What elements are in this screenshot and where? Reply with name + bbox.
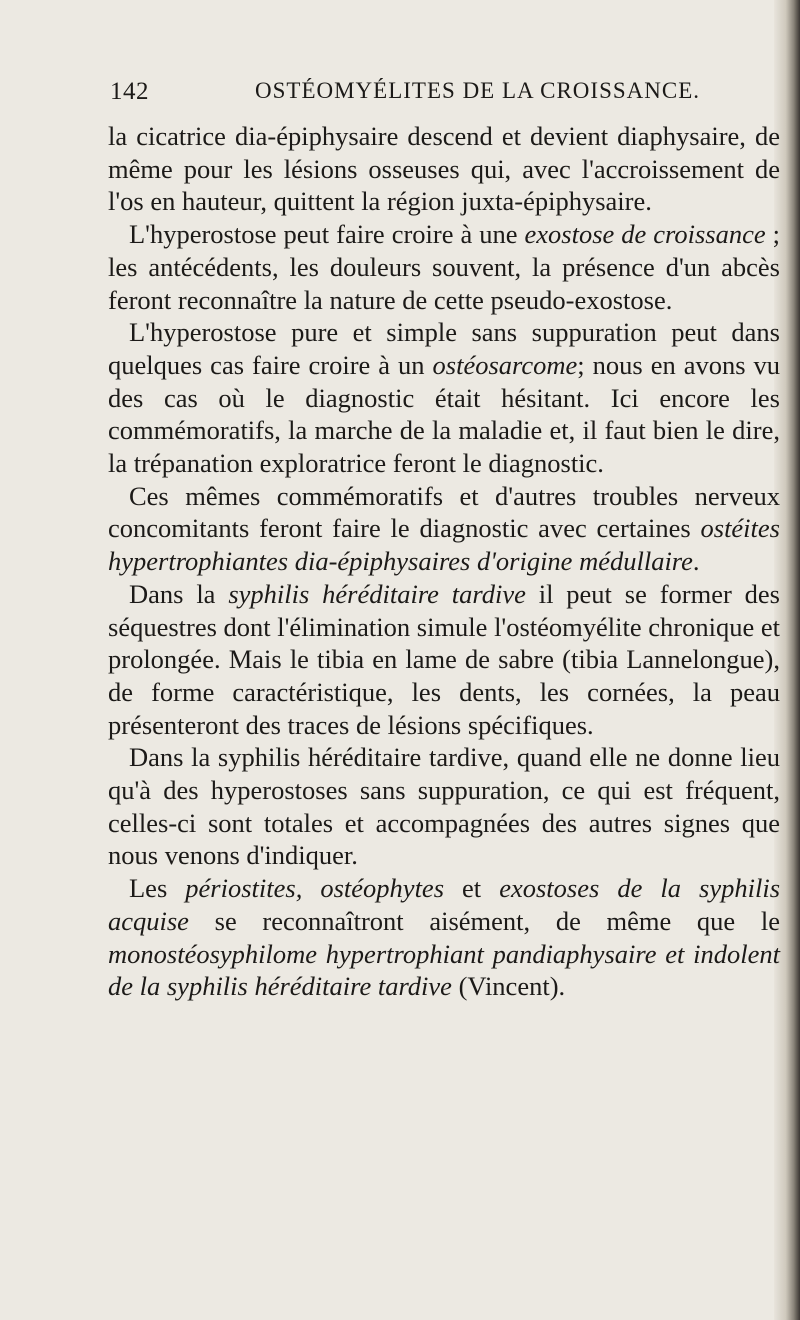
paragraph-7-text-c: se reconnaîtront aisément, de même que le xyxy=(188,905,780,936)
paragraph-7-text-a: Les xyxy=(129,873,186,904)
paragraph-7-italic-b: exostoses de la syphilis acquise xyxy=(108,873,781,936)
paragraph-5 xyxy=(108,578,780,742)
paragraph-3-text-b: ; nous en avons vu des cas où le diagnostic était hésitant. Ici encore les commémoratifs, la marche de la maladie et, il faut bien le dire, la trépanation exploratrice feront le diagnostic. xyxy=(108,349,781,479)
paragraph-4-text-b: . xyxy=(692,546,700,577)
paragraph-5-text-b: il peut se former des séquestres dont l'élimination simule l'ostéomyélite chronique et prolongée. Mais le tibia en lame de sabre (tibia Lannelongue), de forme caractéristique, les dents, les cornées, la peau présenteront des traces de lésions spécifiques. xyxy=(108,578,780,740)
paragraph-2 xyxy=(108,218,780,316)
paragraph-4-text-a: Ces mêmes commémoratifs et d'autres troubles nerveux concomitants feront faire le diagnostic avec certaines xyxy=(108,480,780,544)
body-text xyxy=(108,120,780,1003)
paragraph-6 xyxy=(108,741,780,872)
paragraph-3-italic: ostéosarcome xyxy=(432,349,578,380)
paragraph-3-text-a: L'hyperostose pure et simple sans suppuration peut dans quelques cas faire croire à un xyxy=(108,317,780,380)
paragraph-7-text-b: et xyxy=(444,873,500,904)
paragraph-2-text-a: L'hyperostose peut faire croire à une xyxy=(129,219,525,250)
running-title: OSTÉOMYÉLITES DE LA CROISSANCE. xyxy=(255,78,701,103)
paragraph-5-italic: syphilis héréditaire tardive xyxy=(228,578,526,609)
paragraph-2-italic: exostose de croissance xyxy=(524,219,766,250)
paragraph-6-text: Dans la syphilis héréditaire tardive, quand elle ne donne lieu qu'à des hyperostoses sans suppuration, ce qui est fréquent, celles-ci sont totales et accompagnées des autres signes que nous venons d'indiquer. xyxy=(108,742,780,871)
paragraph-3 xyxy=(108,316,780,480)
paragraph-7-text-d: (Vincent). xyxy=(451,971,566,1002)
paragraph-7-italic-c: monostéosyphilome hypertrophiant pandiaphysaire et indolent de la syphilis héréditaire tardive xyxy=(108,938,780,1002)
paragraph-4 xyxy=(108,480,780,578)
paragraph-5-text-a: Dans la xyxy=(129,578,229,609)
paragraph-1 xyxy=(108,120,780,218)
paragraph-1-text: la cicatrice dia-épiphysaire descend et devient diaphysaire, de même pour les lésions osseuses qui, avec l'accroissement de l'os en hauteur, quittent la région juxta-épiphysaire. xyxy=(108,121,780,217)
paragraph-2-text-b: ; les antécédents, les douleurs souvent, la présence d'un abcès feront reconnaître la nature de cette pseudo-exostose. xyxy=(108,219,780,315)
paragraph-7-italic-a: périostites, ostéophytes xyxy=(185,873,445,904)
paragraph-4-italic: ostéites hypertrophiantes dia-épiphysaires d'origine médullaire xyxy=(108,513,780,577)
paragraph-7 xyxy=(108,872,780,1003)
page-number: 142 xyxy=(110,78,149,105)
